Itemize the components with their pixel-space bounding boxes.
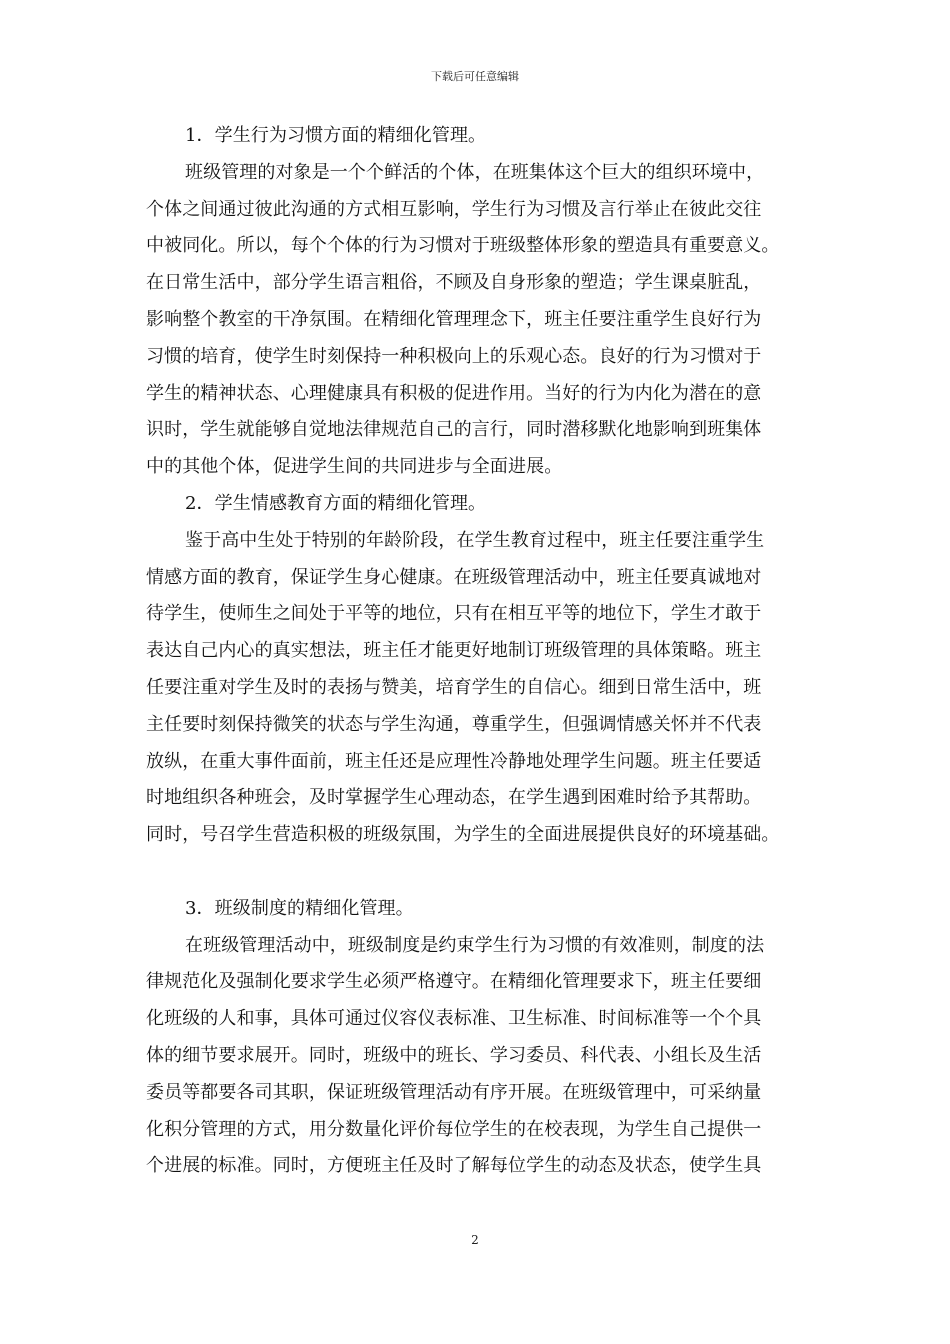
paragraph-line: 识时，学生就能够自觉地法律规范自己的言行，同时潜移默化地影响到班集体	[146, 419, 762, 441]
paragraph-line: 习惯的培育，使学生时刻保持一种积极向上的乐观心态。良好的行为习惯对于	[146, 345, 762, 367]
paragraph-line: 放纵，在重大事件面前，班主任还是应理性冷静地处理学生问题。班主任要适	[146, 750, 762, 772]
paragraph-line: 律规范化及强制化要求学生必须严格遵守。在精细化管理要求下，班主任要细	[146, 971, 762, 993]
paragraph-line: 化积分管理的方式，用分数量化评价每位学生的在校表现，为学生自己提供一	[146, 1118, 762, 1140]
section-heading-3: 3．班级制度的精细化管理。	[185, 897, 414, 919]
paragraph-line: 影响整个教室的干净氛围。在精细化管理理念下，班主任要注重学生良好行为	[146, 308, 762, 330]
paragraph-line: 体的细节要求展开。同时，班级中的班长、学习委员、科代表、小组长及生活	[146, 1044, 762, 1066]
paragraph-line: 中被同化。所以，每个个体的行为习惯对于班级整体形象的塑造具有重要意义。	[146, 235, 780, 257]
paragraph-line: 主任要时刻保持微笑的状态与学生沟通，尊重学生，但强调情感关怀并不代表	[146, 713, 762, 735]
paragraph-line: 鉴于高中生处于特别的年龄阶段，在学生教育过程中，班主任要注重学生	[185, 529, 765, 551]
paragraph-line: 中的其他个体，促进学生间的共同进步与全面进展。	[146, 456, 563, 478]
blank-line	[146, 854, 818, 891]
paragraph-line: 待学生，使师生之间处于平等的地位，只有在相互平等的地位下，学生才敢于	[146, 603, 762, 625]
paragraph-line: 任要注重对学生及时的表扬与赞美，培育学生的自信心。细到日常生活中，班	[146, 676, 762, 698]
page-number: 2	[471, 1233, 479, 1247]
document-body	[146, 118, 818, 1185]
section-heading-1: 1．学生行为习惯方面的精细化管理。	[185, 125, 487, 146]
page-header: 下载后可任意编辑	[431, 70, 519, 83]
paragraph-line: 个体之间通过彼此沟通的方式相互影响，学生行为习惯及言行举止在彼此交往	[146, 198, 762, 220]
paragraph-line: 在班级管理活动中，班级制度是约束学生行为习惯的有效准则，制度的法	[185, 934, 765, 956]
paragraph-line: 情感方面的教育，保证学生身心健康。在班级管理活动中，班主任要真诚地对	[146, 566, 762, 588]
paragraph-line: 在日常生活中，部分学生语言粗俗，不顾及自身形象的塑造；学生课桌脏乱，	[146, 272, 762, 294]
paragraph-line: 化班级的人和事，具体可通过仪容仪表标准、卫生标准、时间标准等一个个具	[146, 1008, 762, 1030]
paragraph-line: 委员等都要各司其职，保证班级管理活动有序开展。在班级管理中，可采纳量	[146, 1081, 762, 1103]
paragraph-line: 同时，号召学生营造积极的班级氛围，为学生的全面进展提供良好的环境基础。	[146, 824, 780, 846]
paragraph-line: 个进展的标准。同时，方便班主任及时了解每位学生的动态及状态，使学生具	[146, 1155, 762, 1177]
paragraph-line: 班级管理的对象是一个个鲜活的个体，在班集体这个巨大的组织环境中，	[185, 161, 765, 183]
paragraph-line: 学生的精神状态、心理健康具有积极的促进作用。当好的行为内化为潜在的意	[146, 382, 762, 404]
section-heading-2: 2．学生情感教育方面的精细化管理。	[185, 492, 487, 514]
paragraph-line: 表达自己内心的真实想法，班主任才能更好地制订班级管理的具体策略。班主	[146, 640, 762, 662]
paragraph-line: 时地组织各种班会，及时掌握学生心理动态，在学生遇到困难时给予其帮助。	[146, 787, 762, 809]
